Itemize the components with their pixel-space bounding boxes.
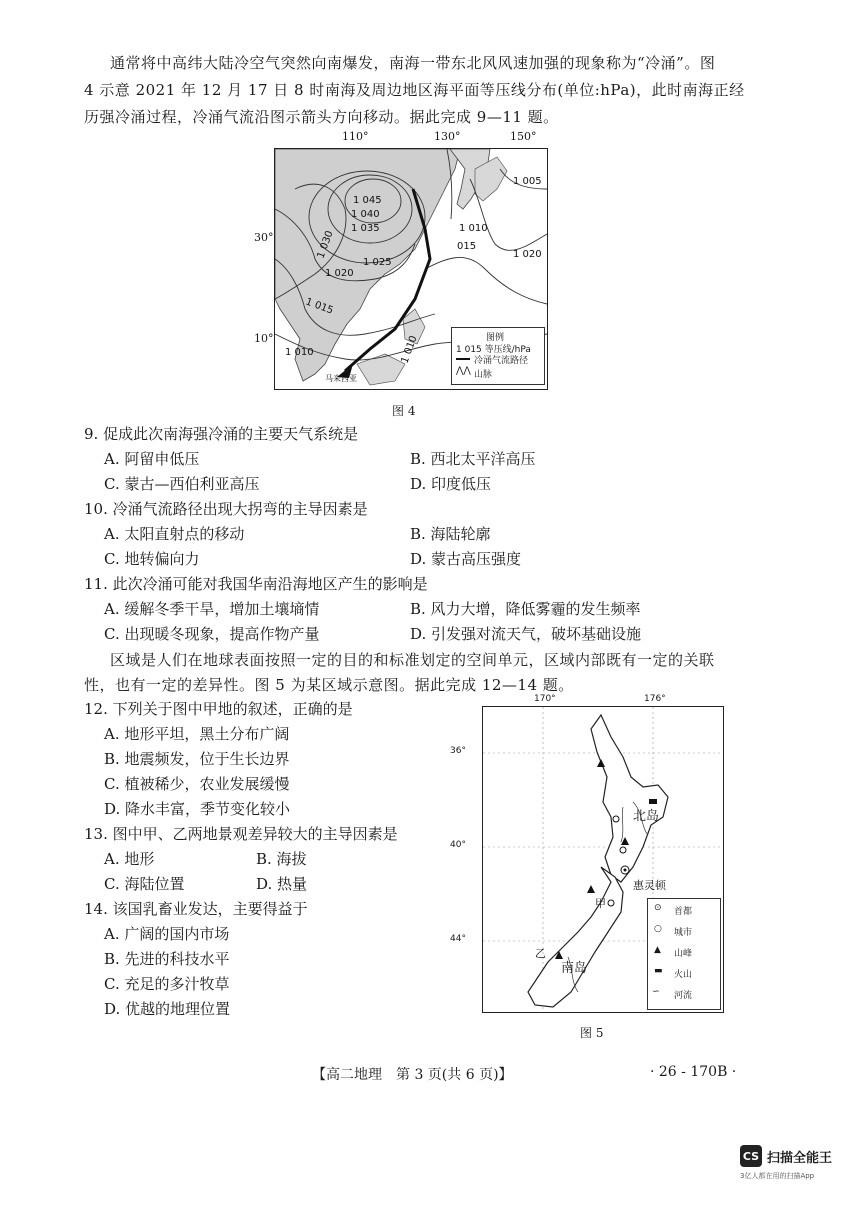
q13-option-d[interactable]: D. 热量: [256, 875, 308, 893]
q13-stem: 13. 图中甲、乙两地景观差异较大的主导因素是: [84, 825, 398, 843]
figure-4: [244, 128, 554, 393]
q11-option-b[interactable]: B. 风力大增，降低雾霾的发生频率: [410, 600, 641, 618]
fig4-isobar-1020: 1 020: [325, 268, 354, 279]
intro2-line2: 性，也有一定的差异性。图 5 为某区域示意图。据此完成 12—14 题。: [84, 676, 574, 694]
fig4-isobar-1040: 1 040: [351, 209, 380, 220]
q11-option-d[interactable]: D. 引发强对流天气，破坏基础设施: [410, 625, 642, 643]
fig4-isobar-1025: 1 025: [363, 257, 392, 268]
fig5-legend-peak-icon: ▲: [654, 945, 661, 955]
fig5-legend-peak: 山峰: [674, 949, 693, 959]
q13-option-a[interactable]: A. 地形: [104, 850, 155, 868]
watermark-sub: 3亿人都在用的扫描App: [740, 1172, 815, 1180]
q9-stem: 9. 促成此次南海强冷涌的主要天气系统是: [84, 425, 359, 443]
q14-option-b[interactable]: B. 先进的科技水平: [104, 950, 230, 968]
figure-5: [450, 694, 725, 1019]
fig4-isobar-1035: 1 035: [351, 223, 380, 234]
fig4-isobar-1010-east: 1 010: [459, 223, 488, 234]
fig5-lon-176: 176°: [644, 694, 666, 704]
footer-code: · 26 - 170B ·: [650, 1064, 737, 1080]
fig5-south-island: 南岛: [561, 961, 588, 976]
fig5-lat-44: 44°: [450, 934, 466, 944]
fig4-lat-10: 10°: [254, 332, 274, 345]
fig4-isobar-1005: 1 005: [513, 176, 542, 187]
fig4-isobar-1030: 1 030: [315, 229, 336, 261]
fig4-lon-130: 130°: [434, 130, 461, 143]
fig5-yi-label: 乙: [535, 947, 546, 960]
fig4-legend-arrow-icon: [456, 358, 470, 360]
fig4-isobar-1010-south: 1 010: [399, 334, 420, 366]
fig5-legend-river-icon: ∽: [652, 987, 660, 997]
q12-option-d[interactable]: D. 降水丰富，季节变化较小: [104, 800, 291, 818]
fig4-isobar-1045: 1 045: [353, 195, 382, 206]
fig5-legend-city: 城市: [674, 928, 693, 938]
fig5-legend-river: 河流: [674, 991, 693, 1001]
fig5-legend-volcano-icon: ▬: [654, 966, 663, 976]
fig5-lat-36: 36°: [450, 746, 466, 756]
q12-option-a[interactable]: A. 地形平坦，黑土分布广阔: [104, 725, 290, 743]
q12-option-b[interactable]: B. 地震频发，位于生长边界: [104, 750, 290, 768]
fig4-lon-150: 150°: [510, 130, 537, 143]
fig5-legend-city-icon: ○: [654, 924, 662, 934]
fig4-isobar-1020-east: 1 020: [513, 249, 542, 260]
q13-option-c[interactable]: C. 海陆位置: [104, 875, 185, 893]
fig5-legend-capital: 首都: [674, 907, 693, 917]
scanner-watermark: [740, 1145, 860, 1185]
q10-stem: 10. 冷涌气流路径出现大拐弯的主导因素是: [84, 500, 368, 518]
q14-option-a[interactable]: A. 广阔的国内市场: [104, 925, 230, 943]
q13-option-b[interactable]: B. 海拔: [256, 850, 307, 868]
fig5-caption: 图 5: [580, 1026, 604, 1040]
cs-logo-icon: CS: [740, 1145, 762, 1167]
fig4-isobar-1010-west: 1 010: [285, 347, 314, 358]
intro1-line2: 4 示意 2021 年 12 月 17 日 8 时南海及周边地区海平面等压线分布(单位:hPa)，此时南海正经: [84, 81, 745, 99]
fig5-lat-40: 40°: [450, 840, 466, 850]
q10-option-a[interactable]: A. 太阳直射点的移动: [104, 525, 245, 543]
fig5-map: [482, 706, 724, 1013]
fig4-isobar-1015: 1 015: [303, 296, 335, 317]
q14-option-c[interactable]: C. 充足的多汁牧草: [104, 975, 230, 993]
q10-option-d[interactable]: D. 蒙古高压强度: [410, 550, 522, 568]
footer-page-info: 【高二地理 第 3 页(共 6 页)】: [312, 1067, 513, 1083]
fig4-place-malaysia: 马来西亚: [325, 374, 357, 383]
q10-option-c[interactable]: C. 地转偏向力: [104, 550, 200, 568]
q14-stem: 14. 该国乳畜业发达，主要得益于: [84, 900, 308, 918]
intro1-line3: 历强冷涌过程，冷涌气流沿图示箭头方向移动。据此完成 9—11 题。: [84, 108, 559, 126]
fig4-isobar-015: 015: [457, 241, 477, 252]
fig5-legend-capital-icon: ⊙: [654, 903, 662, 913]
fig4-caption: 图 4: [392, 404, 416, 418]
q9-option-b[interactable]: B. 西北太平洋高压: [410, 450, 536, 468]
q9-option-a[interactable]: A. 阿留申低压: [104, 450, 200, 468]
fig5-north-island: 北岛: [633, 809, 660, 824]
fig4-legend-title: 图例: [486, 333, 505, 343]
fig4-legend-path: 冷涌气流路径: [474, 356, 529, 366]
fig5-jia-label: 甲: [595, 897, 606, 910]
q11-option-a[interactable]: A. 缓解冬季干旱，增加土壤墒情: [104, 600, 320, 618]
watermark-name: 扫描全能王: [767, 1151, 833, 1166]
q12-stem: 12. 下列关于图中甲地的叙述，正确的是: [84, 700, 353, 718]
q12-option-c[interactable]: C. 植被稀少，农业发展缓慢: [104, 775, 290, 793]
q10-option-b[interactable]: B. 海陆轮廓: [410, 525, 491, 543]
q9-option-c[interactable]: C. 蒙古—西伯利亚高压: [104, 475, 260, 493]
fig4-legend-isobar: 1 015 等压线/hPa: [456, 345, 531, 355]
q14-option-d[interactable]: D. 优越的地理位置: [104, 1000, 231, 1018]
fig5-legend-volcano: 火山: [674, 970, 693, 980]
fig5-legend: [647, 898, 721, 1010]
fig4-legend-mountain-icon: ⋀⋀: [456, 366, 471, 376]
fig4-legend: [451, 327, 545, 385]
fig5-capital-label: 惠灵顿: [633, 879, 666, 892]
fig4-lat-30: 30°: [254, 231, 274, 244]
intro1-line1: 通常将中高纬大陆冷空气突然向南爆发，南海一带东北风风速加强的现象称为“冷涌”。图: [110, 54, 716, 72]
intro2-line1: 区域是人们在地球表面按照一定的目的和标准划定的空间单元，区域内部既有一定的关联: [110, 651, 715, 669]
fig4-map: [274, 148, 548, 390]
fig4-legend-mountain: 山脉: [474, 370, 493, 380]
q9-option-d[interactable]: D. 印度低压: [410, 475, 492, 493]
fig4-lon-110: 110°: [342, 130, 369, 143]
q11-stem: 11. 此次冷涌可能对我国华南沿海地区产生的影响是: [84, 575, 428, 593]
fig5-lon-170: 170°: [534, 694, 556, 704]
q11-option-c[interactable]: C. 出现暖冬现象，提高作物产量: [104, 625, 320, 643]
